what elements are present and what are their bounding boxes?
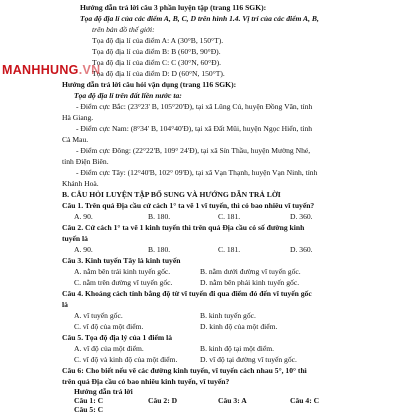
answer-4: Câu 4: C (290, 396, 320, 405)
question-3: Câu 3. Kinh tuyến Tây là kinh tuyến (62, 256, 181, 265)
answer-5: Câu 5: C (74, 405, 104, 414)
question-1-option-c: C. 181. (218, 212, 241, 221)
watermark-logo: MANHHUNG.VN (2, 63, 101, 77)
question-2-option-c: C. 181. (218, 245, 241, 254)
question-1-option-d: D. 360. (290, 212, 313, 221)
extreme-point-west: - Điểm cực Tây: (12°40'B, 102° 09'Đ), tại xã Vạn Thạnh, huyện Vạn Ninh, tỉnh (76, 168, 318, 177)
question-6-line2: trên quả Địa cầu có bao nhiêu kinh tuyến, vĩ tuyến? (62, 377, 230, 386)
extreme-point-east: - Điểm cực Đông: (22°22'B, 109° 24'Đ), tại xã Sín Thầu, huyện Mường Nhé, (76, 146, 311, 155)
question-4-option-b: B. kinh tuyến gốc. (200, 311, 256, 320)
section1-intro-line1: Tọa độ địa lí của các điểm A, B, C, D trên hình 1.4. Vị trí của các điểm A, B, (80, 14, 319, 23)
extreme-point-north: - Điểm cực Bắc: (23°23' B, 105°20'Đ), tại xã Lũng Cú, huyện Đồng Văn, tỉnh (76, 102, 313, 111)
question-1: Câu 1. Trên quả Địa cầu cứ cách 1° ta vẽ 1 vĩ tuyến, thì có bao nhiêu vĩ tuyến? (62, 201, 315, 210)
extreme-point-east-cont: tỉnh Điện Biên. (62, 157, 109, 166)
question-6-line1: Câu 6: Cho biết nếu vẽ các đường kinh tuyến, vĩ tuyến cách nhau 5°, 10° thì (62, 366, 307, 375)
extreme-point-south-cont: Cà Mau. (62, 135, 89, 144)
question-5-option-a: A. vĩ độ của một điểm. (74, 344, 144, 353)
answer-2: Câu 2: D (148, 396, 178, 405)
extreme-point-west-cont: Khánh Hoà. (62, 179, 99, 188)
question-3-option-d: D. nằm bên phải kinh tuyến gốc. (200, 278, 300, 287)
question-4-option-c: C. vĩ độ của một điểm. (74, 322, 144, 331)
question-1-option-a: A. 90. (74, 212, 93, 221)
question-2-option-a: A. 90. (74, 245, 93, 254)
answers-heading: Hướng dẫn trả lời (74, 387, 133, 396)
section1-heading: Hướng dẫn trả lời câu 3 phần luyện tập (trang 116 SGK): (80, 3, 267, 12)
question-2-option-b: B. 180. (148, 245, 171, 254)
coordinate-item-b: Tọa độ địa lí của điểm B: B (60°B, 90°Đ). (92, 47, 221, 56)
answer-3: Câu 3: A (218, 396, 247, 405)
section2-subheading: Tọa độ địa lí trên đất liền nước ta: (74, 91, 182, 100)
question-4-line2: là (62, 300, 68, 309)
extreme-point-north-cont: Hà Giang. (62, 113, 94, 122)
question-3-option-b: B. nằm dưới đường vĩ tuyến gốc. (200, 267, 301, 276)
question-4-option-a: A. vĩ tuyến gốc. (74, 311, 123, 320)
question-2-line2: tuyến là (62, 234, 88, 243)
section-b-heading: B. CÂU HỎI LUYỆN TẬP BỔ SUNG VÀ HƯỚNG DẪN TRẢ LỜI (62, 190, 281, 199)
question-5-option-c: C. vĩ độ và kinh độ của một điểm. (74, 355, 178, 364)
question-2-option-d: D. 360. (290, 245, 313, 254)
coordinate-item-a: Tọa độ địa lí của điểm A: A (30°B, 150°T). (92, 36, 224, 45)
question-4-option-d: D. kinh độ của một điểm. (200, 322, 278, 331)
coordinate-item-d: Tọa độ địa lí của điểm D: D (60°N, 150°T). (92, 69, 225, 78)
question-4-line1: Câu 4. Khoảng cách tính bằng độ từ vĩ tuyến đi qua điểm đó đến vĩ tuyến gốc (62, 289, 312, 298)
answer-1: Câu 1: C (74, 396, 104, 405)
section2-heading: Hướng dẫn trả lời câu hỏi vận dụng (trang 116 SGK): (62, 80, 237, 89)
question-5-option-d: D. vĩ độ tại đường vĩ tuyến gốc. (200, 355, 297, 364)
question-2-line1: Câu 2. Cứ cách 1° ta vẽ 1 kinh tuyến thì trên quả Địa cầu có số đường kinh (62, 223, 305, 232)
coordinate-item-c: Tọa độ địa lí của điểm C: C (30°N, 60°Đ). (92, 58, 222, 67)
section1-intro-line2: trên bản đồ thế giới: (92, 25, 155, 34)
question-3-option-c: C. nằm trên đường vĩ tuyến gốc. (74, 278, 173, 287)
question-1-option-b: B. 180. (148, 212, 171, 221)
extreme-point-south: - Điểm cực Nam: (8°34' B, 104°40'Đ), tại xã Đất Mũi, huyện Ngọc Hiển, tỉnh (76, 124, 313, 133)
question-3-option-a: A. nằm bên trái kinh tuyến gốc. (74, 267, 171, 276)
question-5: Câu 5. Tọa độ địa lý của 1 điểm là (62, 333, 172, 342)
question-5-option-b: B. kinh độ tại một điểm. (200, 344, 275, 353)
